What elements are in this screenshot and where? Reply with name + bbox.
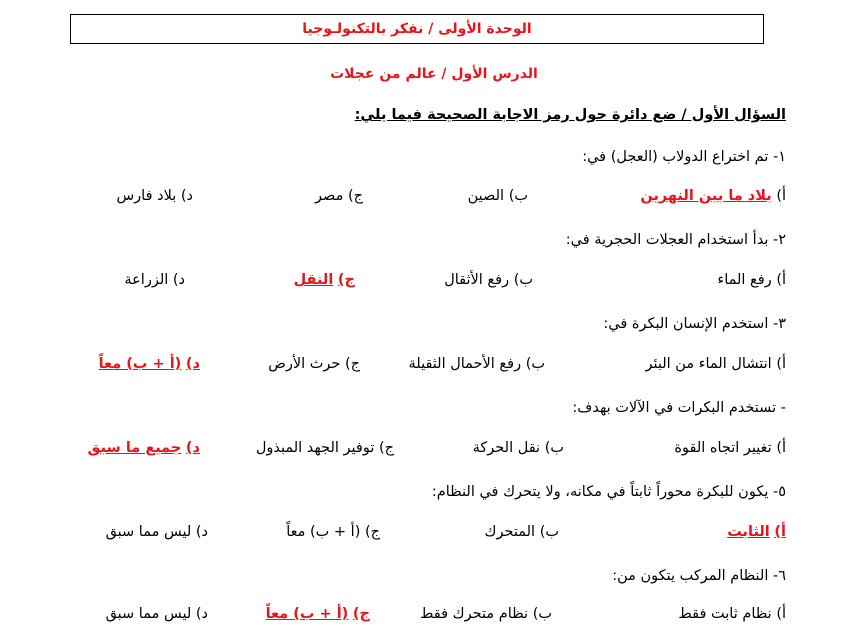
- option-c[interactable]: [294, 272, 355, 288]
- option-text: بلاد فارس: [116, 188, 177, 204]
- option-a[interactable]: [678, 606, 786, 622]
- option-prefix-correct: أ): [774, 524, 786, 540]
- option-text-correct: النقل: [293, 272, 334, 288]
- option-b[interactable]: [444, 272, 533, 288]
- option-c[interactable]: [268, 356, 360, 372]
- option-b[interactable]: [468, 188, 528, 204]
- option-b[interactable]: [409, 356, 546, 372]
- option-d[interactable]: [116, 188, 193, 204]
- option-text-correct: (أ + ب) معاً: [98, 356, 182, 372]
- question-1-text: ١- تم اختراع الدولاب (العجل) في:: [582, 149, 786, 165]
- option-text: حرث الأرض: [268, 356, 341, 372]
- option-c[interactable]: [286, 524, 380, 540]
- question-instruction: السؤال الأول / ضع دائرة حول رمز الاجابة الصحيحة فيما يلي:: [354, 107, 786, 123]
- option-prefix-correct: ج): [337, 272, 355, 288]
- lesson-title: الدرس الأول / عالم من عجلات: [330, 66, 538, 82]
- option-b[interactable]: [473, 440, 564, 456]
- option-text: توفير الجهد المبذول: [255, 440, 375, 456]
- option-d[interactable]: [99, 356, 200, 372]
- option-text-correct: بلاد ما بين النهرين: [640, 188, 772, 204]
- question-6-text: ٦- النظام المركب يتكون من:: [612, 568, 786, 584]
- option-text: انتشال الماء من البئر: [645, 356, 772, 372]
- option-d[interactable]: [124, 272, 185, 288]
- option-prefix: ج): [364, 524, 380, 540]
- option-d[interactable]: [106, 606, 208, 622]
- option-prefix: ج): [378, 440, 394, 456]
- option-prefix: د): [195, 524, 208, 540]
- option-text: (أ + ب) معاً: [286, 524, 361, 540]
- option-prefix: أ): [776, 272, 786, 288]
- option-prefix: ج): [347, 188, 363, 204]
- option-a[interactable]: [717, 272, 786, 288]
- option-text: رفع الأحمال الثقيلة: [408, 356, 522, 372]
- option-text: ليس مما سبق: [105, 606, 192, 622]
- option-text: مصر: [315, 188, 344, 204]
- option-a[interactable]: [640, 188, 786, 204]
- option-prefix-correct: د): [185, 440, 200, 456]
- unit-title-box: [70, 14, 764, 44]
- option-a[interactable]: [727, 524, 786, 540]
- question-4-text: - تستخدم البكرات في الآلات بهدف:: [572, 400, 786, 416]
- option-prefix: ب): [544, 440, 564, 456]
- option-prefix: ب): [513, 272, 533, 288]
- question-6-options: [0, 606, 868, 632]
- option-text: الصين: [467, 188, 505, 204]
- question-5-options: [0, 524, 868, 550]
- option-d[interactable]: [88, 440, 200, 456]
- question-3-options: [0, 356, 868, 382]
- option-text: المتحرك: [484, 524, 536, 540]
- option-text-correct: جميع ما سبق: [87, 440, 182, 456]
- option-prefix-correct: د): [185, 356, 200, 372]
- option-d[interactable]: [106, 524, 208, 540]
- question-5-text: ٥- يكون للبكرة محوراً ثابتاً في مكانه، ولا يتحرك في النظام:: [431, 484, 786, 500]
- option-prefix: د): [172, 272, 185, 288]
- option-prefix: أ): [776, 188, 786, 204]
- option-text: الزراعة: [124, 272, 169, 288]
- option-c[interactable]: [315, 188, 363, 204]
- option-text: رفع الماء: [717, 272, 772, 288]
- option-text: رفع الأثقال: [444, 272, 510, 288]
- option-c[interactable]: [256, 440, 394, 456]
- option-b[interactable]: [420, 606, 552, 622]
- option-a[interactable]: [645, 356, 786, 372]
- option-text: نظام متحرك فقط: [420, 606, 529, 622]
- option-prefix: ب): [539, 524, 559, 540]
- option-prefix: أ): [776, 606, 786, 622]
- option-prefix: ب): [525, 356, 545, 372]
- option-prefix: ج): [344, 356, 360, 372]
- option-text: تغيير اتجاه القوة: [674, 440, 772, 456]
- option-text: نقل الحركة: [472, 440, 541, 456]
- option-b[interactable]: [485, 524, 559, 540]
- option-prefix: ب): [508, 188, 528, 204]
- option-prefix: د): [180, 188, 193, 204]
- option-c[interactable]: [266, 606, 370, 622]
- question-1-options: [0, 188, 868, 214]
- question-2-text: ٢- بدأ استخدام العجلات الحجرية في:: [565, 232, 786, 248]
- question-2-options: [0, 272, 868, 298]
- option-prefix-correct: ج): [352, 606, 370, 622]
- option-text-correct: (أ + ب) معاً: [265, 606, 349, 622]
- unit-title: الوحدة الأولى / نفكر بالتكنولـوجيا: [302, 21, 532, 37]
- option-text: ليس مما سبق: [105, 524, 192, 540]
- option-prefix: أ): [776, 440, 786, 456]
- option-prefix: أ): [776, 356, 786, 372]
- option-prefix: د): [195, 606, 208, 622]
- option-text-correct: الثابت: [727, 524, 770, 540]
- option-text: نظام ثابت فقط: [678, 606, 772, 622]
- question-3-text: ٣- استخدم الإنسان البكرة في:: [603, 316, 786, 332]
- option-a[interactable]: [674, 440, 786, 456]
- option-prefix: ب): [532, 606, 552, 622]
- question-4-options: [0, 440, 868, 466]
